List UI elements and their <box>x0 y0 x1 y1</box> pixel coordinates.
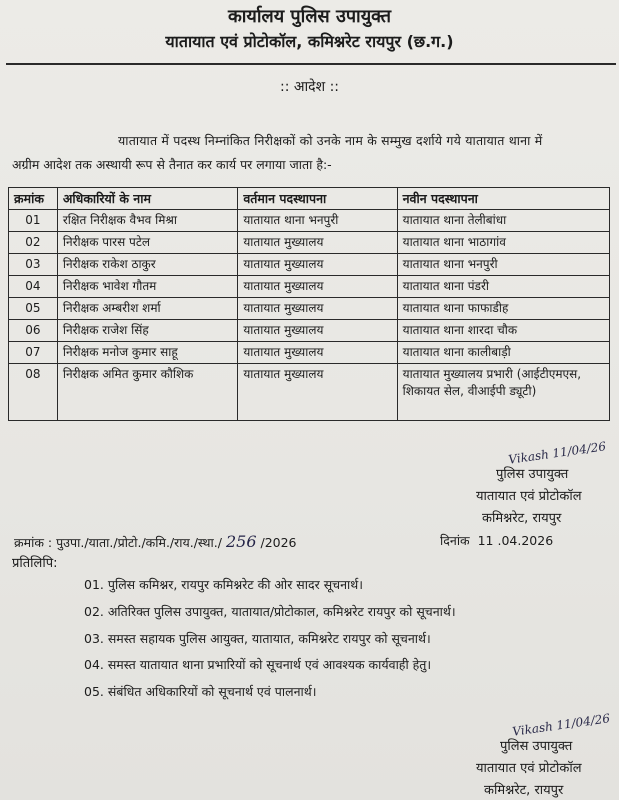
office-title: कार्यालय पुलिस उपायुक्त <box>227 6 392 27</box>
signatory-1-designation: पुलिस उपायुक्त <box>496 467 569 482</box>
table-row <box>9 364 610 421</box>
new-posting-cell: यातायात थाना फाफाडीह <box>397 298 609 320</box>
serial-cell: 01 <box>9 210 58 232</box>
officer-name-cell: निरीक्षक मनोज कुमार साहू <box>57 342 238 364</box>
signature-1: Vikash 11/04/26 <box>507 439 607 467</box>
reference-handwritten-number: 256 <box>225 532 257 551</box>
new-posting-cell: यातायात मुख्यालय प्रभारी (आईटीएमएस, शिकायत सेल, वीआईपी ड्यूटी) <box>397 364 609 421</box>
table-row <box>9 232 610 254</box>
current-posting-cell: यातायात मुख्यालय <box>238 364 397 421</box>
header-divider <box>6 63 616 65</box>
signature-2: Vikash 11/04/26 <box>511 711 611 739</box>
new-posting-cell: यातायात थाना भाठागांव <box>397 232 609 254</box>
intro-line-1: यातायात में पदस्थ निम्नांकित निरीक्षकों को उनके नाम के सम्मुख दर्शाये गये यातायात थाना में <box>118 133 543 148</box>
new-posting-cell: यातायात थाना शारदा चौक <box>397 320 609 342</box>
serial-cell: 03 <box>9 254 58 276</box>
signatory-2-location: कमिश्नरेट, रायपुर <box>484 783 564 798</box>
new-posting-cell: यातायात थाना पंडरी <box>397 276 609 298</box>
date-label: दिनांक <box>440 533 470 548</box>
order-date <box>440 532 553 549</box>
officer-name-cell: निरीक्षक भावेश गौतम <box>57 276 238 298</box>
header-serial: क्रमांक <box>9 188 58 210</box>
officer-name-cell: निरीक्षक राजेश सिंह <box>57 320 238 342</box>
reference-year: /2026 <box>260 535 297 550</box>
officer-name-cell: निरीक्षक अमित कुमार कौशिक <box>57 364 238 421</box>
copy-item: 01. पुलिस कमिश्नर, रायपुर कमिश्नरेट की ओर सादर सूचनार्थ। <box>84 577 364 592</box>
signatory-2-unit: यातायात एवं प्रोटोकॉल <box>476 761 582 776</box>
intro-line-2: अग्रीम आदेश तक अस्थायी रूप से तैनात कर कार्य पर लगाया जाता है:- <box>12 157 332 172</box>
table-row <box>9 210 610 232</box>
order-heading: :: आदेश :: <box>279 79 340 95</box>
copy-item: 02. अतिरिक्त पुलिस उपायुक्त, यातायात/प्रोटोकाल, कमिश्नरेट रायपुर को सूचनार्थ। <box>84 604 456 619</box>
current-posting-cell: यातायात थाना भनपुरी <box>238 210 397 232</box>
new-posting-cell: यातायात थाना तेलीबांधा <box>397 210 609 232</box>
table-row <box>9 342 610 364</box>
copy-item: 04. समस्त यातायात थाना प्रभारियों को सूचनार्थ एवं आवश्यक कार्यवाही हेतु। <box>84 657 432 672</box>
table-row <box>9 298 610 320</box>
officer-name-cell: निरीक्षक राकेश ठाकुर <box>57 254 238 276</box>
table-row <box>9 254 610 276</box>
copy-to-label: प्रतिलिपि: <box>12 556 58 571</box>
current-posting-cell: यातायात मुख्यालय <box>238 342 397 364</box>
current-posting-cell: यातायात मुख्यालय <box>238 320 397 342</box>
date-value: 11 .04.2026 <box>477 533 554 548</box>
new-posting-cell: यातायात थाना भनपुरी <box>397 254 609 276</box>
copy-item: 05. संबंधित अधिकारियों को सूचनार्थ एवं पालनार्थ। <box>84 684 317 699</box>
signatory-1-location: कमिश्नरेट, रायपुर <box>482 511 562 526</box>
current-posting-cell: यातायात मुख्यालय <box>238 298 397 320</box>
table-header-row <box>9 188 610 210</box>
current-posting-cell: यातायात मुख्यालय <box>238 232 397 254</box>
department-title: यातायात एवं प्रोटोकॉल, कमिश्नरेट रायपुर (छ.ग.) <box>165 32 454 51</box>
serial-cell: 05 <box>9 298 58 320</box>
officer-name-cell: निरीक्षक अम्बरीश शर्मा <box>57 298 238 320</box>
copy-item: 03. समस्त सहायक पुलिस आयुक्त, यातायात, कमिश्नरेट रायपुर को सूचनार्थ। <box>84 631 431 646</box>
signatory-1-unit: यातायात एवं प्रोटोकॉल <box>476 489 582 504</box>
officer-name-cell: रक्षित निरीक्षक वैभव मिश्रा <box>57 210 238 232</box>
posting-table <box>8 187 610 421</box>
serial-cell: 02 <box>9 232 58 254</box>
officer-name-cell: निरीक्षक पारस पटेल <box>57 232 238 254</box>
current-posting-cell: यातायात मुख्यालय <box>238 276 397 298</box>
table-row <box>9 320 610 342</box>
serial-cell: 08 <box>9 364 58 421</box>
serial-cell: 04 <box>9 276 58 298</box>
reference-number <box>14 532 297 551</box>
header-new-posting: नवीन पदस्थापना <box>397 188 609 210</box>
serial-cell: 07 <box>9 342 58 364</box>
new-posting-cell: यातायात थाना कालीबाड़ी <box>397 342 609 364</box>
serial-cell: 06 <box>9 320 58 342</box>
reference-prefix: क्रमांक : पुउपा./याता./प्रोटो./कमि./राय./स्था./ <box>14 535 222 550</box>
signatory-2-designation: पुलिस उपायुक्त <box>500 739 573 754</box>
current-posting-cell: यातायात मुख्यालय <box>238 254 397 276</box>
table-row <box>9 276 610 298</box>
header-current-posting: वर्तमान पदस्थापना <box>238 188 397 210</box>
header-officer-name: अधिकारियों के नाम <box>57 188 238 210</box>
